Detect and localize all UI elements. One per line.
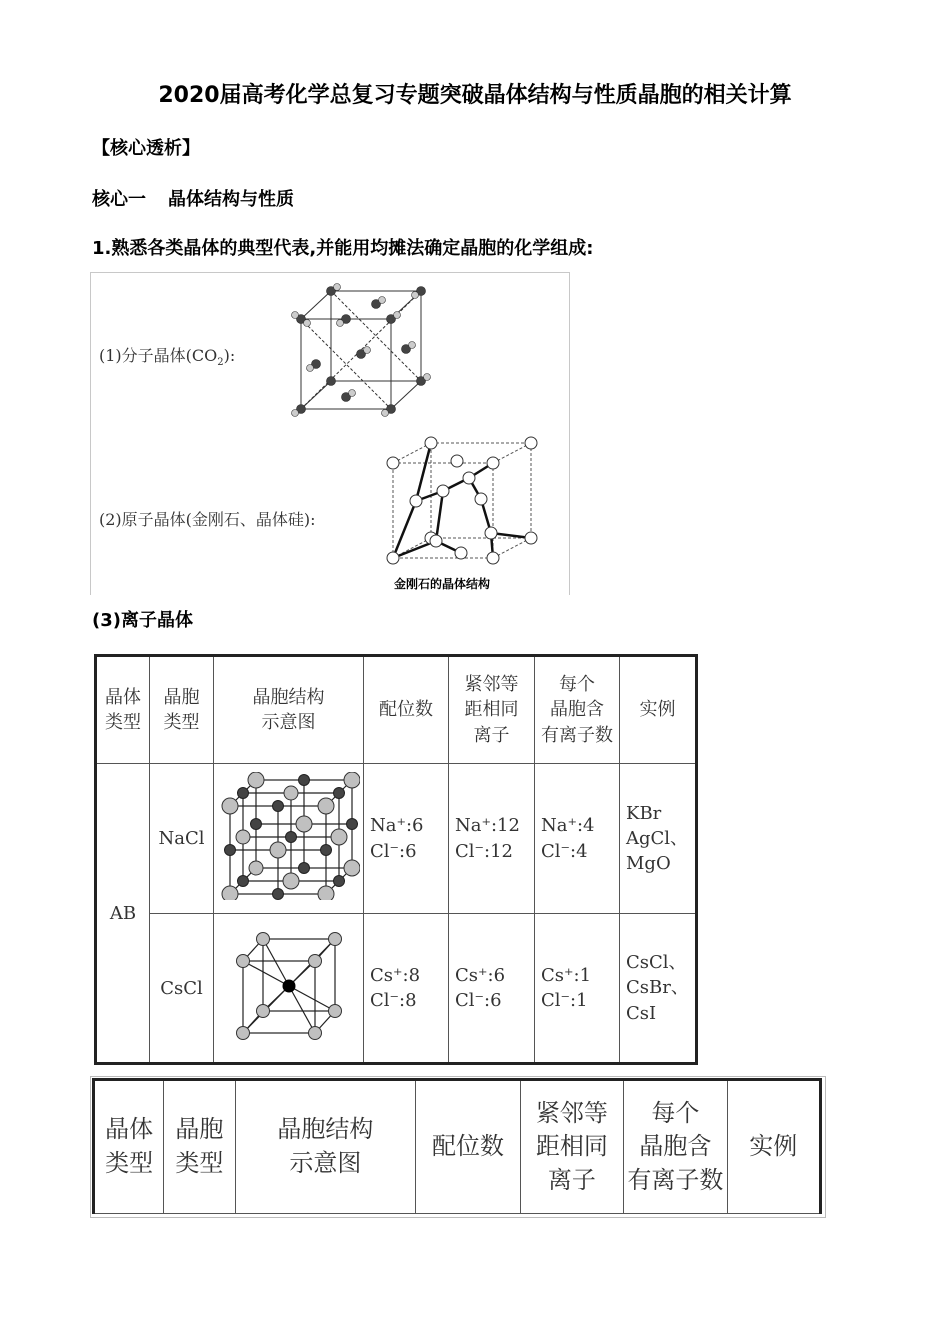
table-row xyxy=(96,764,697,914)
header-cell-type: 晶胞 类型 xyxy=(150,656,214,764)
core1-topic: 晶体结构与性质 xyxy=(168,189,294,210)
ionic-crystal-table-header-enlarged xyxy=(92,1078,822,1214)
page-title: 2020届高考化学总复习专题突破晶体结构与性质晶胞的相关计算 xyxy=(158,83,792,108)
coordination-cell: Na⁺:6 Cl⁻:6 xyxy=(364,764,449,914)
table-header-row xyxy=(94,1080,821,1214)
cell-type-cell: CsCl xyxy=(150,914,214,1064)
header-structure-diagram: 晶胞结构 示意图 xyxy=(235,1080,416,1214)
nacl-diagram-cell xyxy=(214,764,364,914)
cell-type-cell: NaCl xyxy=(150,764,214,914)
core1-label: 核心一 xyxy=(92,189,146,210)
header-crystal-type: 晶体 类型 xyxy=(96,656,150,764)
adjacent-cell: Na⁺:12 Cl⁻:12 xyxy=(449,764,535,914)
examples-cell: CsCl、 CsBr、 CsI xyxy=(620,914,697,1064)
header-adjacent-ions: 紧邻等 距相同 离子 xyxy=(520,1080,623,1214)
point1-heading: 1.熟悉各类晶体的典型代表,并能用均摊法确定晶胞的化学组成: xyxy=(92,238,594,259)
header-ions-per-cell: 每个 晶胞含 有离子数 xyxy=(624,1080,727,1214)
header-ions-per-cell: 每个 晶胞含 有离子数 xyxy=(535,656,620,764)
table-row xyxy=(96,914,697,1064)
crystal-type-cell: AB xyxy=(96,764,150,1064)
co2-crystal-diagram xyxy=(287,279,457,424)
examples-cell: KBr AgCl、 MgO xyxy=(620,764,697,914)
count-cell: Na⁺:4 Cl⁻:4 xyxy=(535,764,620,914)
header-coordination-number: 配位数 xyxy=(416,1080,520,1214)
diamond-caption: 金刚石的晶体结构 xyxy=(394,577,491,591)
table-header-row xyxy=(96,656,697,764)
cscl-cell-diagram xyxy=(229,931,349,1041)
ionic-crystal-table xyxy=(94,654,698,1065)
header-crystal-type: 晶体 类型 xyxy=(94,1080,164,1214)
header-examples: 实例 xyxy=(727,1080,820,1214)
section-heading-core-analysis: 【核心透析】 xyxy=(92,138,200,159)
coordination-cell: Cs⁺:8 Cl⁻:8 xyxy=(364,914,449,1064)
diamond-crystal-diagram xyxy=(381,433,551,573)
ionic-crystal-heading: (3)离子晶体 xyxy=(92,610,193,631)
nacl-cell-diagram xyxy=(218,772,360,900)
adjacent-cell: Cs⁺:6 Cl⁻:6 xyxy=(449,914,535,1064)
section-heading-core1 xyxy=(92,185,294,211)
count-cell: Cs⁺:1 Cl⁻:1 xyxy=(535,914,620,1064)
header-structure-diagram: 晶胞结构 示意图 xyxy=(214,656,364,764)
diamond-label: (2)原子晶体(金刚石、晶体硅): xyxy=(99,510,316,529)
header-cell-type: 晶胞 类型 xyxy=(164,1080,235,1214)
crystal-structures-figure xyxy=(90,272,570,595)
header-coordination-number: 配位数 xyxy=(364,656,449,764)
co2-label: (1)分子晶体$(CO_2)$: xyxy=(99,346,236,369)
header-adjacent-ions: 紧邻等 距相同 离子 xyxy=(449,656,535,764)
header-examples: 实例 xyxy=(620,656,697,764)
cscl-diagram-cell xyxy=(214,914,364,1064)
